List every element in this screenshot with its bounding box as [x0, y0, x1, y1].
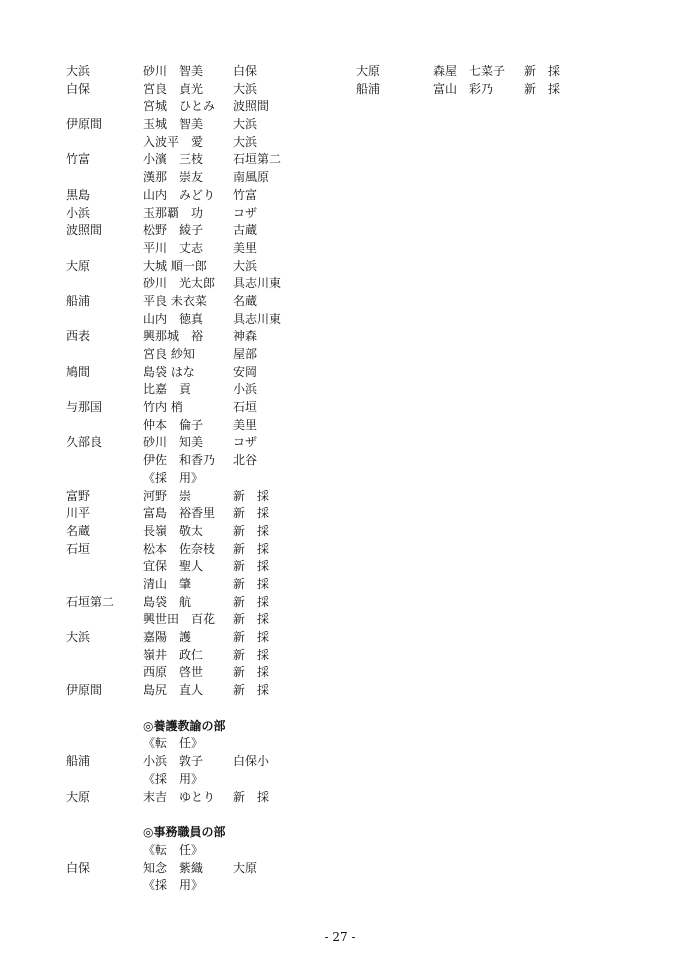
- school-name: 伊原間: [66, 117, 103, 132]
- school-name: 西表: [66, 329, 91, 344]
- origin-school: 安岡: [233, 364, 258, 379]
- origin-school: 石垣: [233, 400, 258, 415]
- origin-school: 白保小: [233, 754, 270, 769]
- school-name: 大浜: [66, 630, 91, 644]
- person-name: 大城 順一郎: [143, 258, 207, 273]
- person-name: 島袋 はな: [143, 364, 195, 379]
- origin-school: 大浜: [233, 258, 258, 273]
- person-name: 山内 みどり: [143, 187, 216, 202]
- school-name: 伊原間: [66, 683, 103, 698]
- origin-school: 新 採: [233, 523, 270, 538]
- origin-school: 屋部: [233, 347, 258, 361]
- origin-school: コザ: [233, 435, 258, 450]
- section-heading-text: ◎事務職員の部: [143, 825, 226, 840]
- origin-school: 美里: [233, 240, 258, 255]
- page-number: - 27 -: [324, 930, 356, 944]
- person-name: 嶺井 政仁: [143, 647, 204, 662]
- origin-school: 新 採: [233, 630, 270, 644]
- person-name: 宮城 ひとみ: [143, 99, 216, 114]
- origin-school: 石垣第二: [233, 152, 282, 167]
- origin-school: 大原: [233, 860, 258, 875]
- origin-school: 新 採: [233, 665, 270, 680]
- school-name: 船浦: [66, 293, 91, 308]
- person-name: 仲本 倫子: [143, 417, 204, 432]
- person-name: 富島 裕香里: [143, 506, 216, 521]
- person-name: 島袋 航: [143, 594, 192, 609]
- school-name: 鳩間: [66, 364, 91, 379]
- person-name: 《転 任》: [143, 736, 204, 751]
- school-name: 富野: [66, 488, 91, 503]
- person-name: 知念 紫織: [143, 860, 204, 875]
- origin-school: 新 採: [233, 683, 270, 698]
- person-name: 入波平 愛: [143, 134, 204, 149]
- school-name: 白保: [66, 860, 91, 875]
- origin-school: 新 採: [233, 506, 270, 521]
- school-name: 大原: [356, 64, 381, 78]
- origin-school: 大浜: [233, 117, 258, 132]
- person-name: 末吉 ゆとり: [143, 789, 216, 804]
- origin-school: 竹富: [233, 187, 258, 202]
- school-name: 石垣: [66, 541, 91, 556]
- person-name: 竹内 梢: [143, 400, 183, 415]
- person-name: 島尻 直人: [143, 683, 204, 698]
- origin-school: 具志川東: [233, 311, 282, 326]
- origin-school: 新 採: [233, 612, 270, 627]
- origin-school: 南風原: [233, 170, 270, 185]
- school-name: 白保: [66, 81, 91, 96]
- school-name: 波照間: [66, 223, 103, 238]
- person-name: 河野 崇: [143, 488, 192, 503]
- origin-school: 新 採: [233, 789, 270, 804]
- school-name: 船浦: [66, 754, 91, 769]
- person-name: 嘉陽 護: [143, 630, 192, 644]
- person-name: 富山 彩乃: [433, 81, 494, 96]
- origin-school: 新 採: [524, 81, 561, 96]
- origin-school: 北谷: [233, 453, 258, 468]
- school-name: 大原: [66, 258, 91, 273]
- origin-school: 具志川東: [233, 276, 282, 291]
- person-name: 《転 任》: [143, 842, 204, 857]
- person-name: 平良 未衣菜: [143, 293, 207, 308]
- person-name: 森屋 七菜子: [433, 64, 506, 78]
- person-name: 西原 啓世: [143, 665, 204, 680]
- person-name: 伊佐 和香乃: [143, 453, 216, 468]
- origin-school: 新 採: [233, 488, 270, 503]
- origin-school: 新 採: [233, 594, 270, 609]
- origin-school: 古蔵: [233, 223, 258, 238]
- section-heading-text: ◎養護教諭の部: [143, 718, 226, 733]
- person-name: 比嘉 貢: [143, 382, 192, 397]
- school-name: 与那国: [66, 400, 103, 415]
- person-name: 松野 綾子: [143, 223, 204, 238]
- person-name: 清山 肇: [143, 576, 192, 591]
- origin-school: 美里: [233, 417, 258, 432]
- school-name: 名蔵: [66, 523, 91, 538]
- origin-school: 新 採: [524, 64, 561, 78]
- person-name: 興世田 百花: [143, 612, 216, 627]
- origin-school: 新 採: [233, 647, 270, 662]
- school-name: 久部良: [66, 435, 103, 450]
- person-name: 小濱 三枝: [143, 152, 204, 167]
- person-name: 宜保 聖人: [143, 559, 204, 574]
- school-name: 大浜: [66, 64, 91, 78]
- person-name: 宮良 貞光: [143, 81, 204, 96]
- origin-school: 白保: [233, 64, 258, 78]
- origin-school: 大浜: [233, 81, 258, 96]
- person-name: 宮良 紗知: [143, 347, 195, 361]
- school-name: 大原: [66, 789, 91, 804]
- person-name: 小浜 敦子: [143, 754, 204, 769]
- person-name: 平川 丈志: [143, 240, 204, 255]
- person-name: 玉那覇 功: [143, 205, 204, 220]
- person-name: 砂川 光太郎: [143, 276, 216, 291]
- school-name: 石垣第二: [66, 594, 115, 609]
- school-name: 船浦: [356, 81, 381, 96]
- person-name: 山内 徳真: [143, 311, 204, 326]
- person-name: 砂川 知美: [143, 435, 204, 450]
- person-name: 《採 用》: [143, 878, 204, 893]
- origin-school: 新 採: [233, 541, 270, 556]
- school-name: 黒島: [66, 187, 91, 202]
- person-name: 漢那 崇友: [143, 170, 204, 185]
- origin-school: 波照間: [233, 99, 270, 114]
- origin-school: 新 採: [233, 576, 270, 591]
- person-name: 長嶺 敬太: [143, 523, 204, 538]
- school-name: 竹富: [66, 152, 91, 167]
- person-name: 《採 用》: [143, 470, 204, 485]
- origin-school: コザ: [233, 205, 258, 220]
- person-name: 《採 用》: [143, 771, 204, 786]
- origin-school: 新 採: [233, 559, 270, 574]
- person-name: 砂川 智美: [143, 64, 204, 78]
- school-name: 小浜: [66, 205, 91, 220]
- origin-school: 大浜: [233, 134, 258, 149]
- person-name: 松本 佐奈枝: [143, 541, 216, 556]
- origin-school: 小浜: [233, 382, 258, 397]
- person-name: 玉城 智美: [143, 117, 204, 132]
- origin-school: 名蔵: [233, 293, 258, 308]
- school-name: 川平: [66, 506, 91, 521]
- origin-school: 神森: [233, 329, 258, 344]
- person-name: 興那城 裕: [143, 329, 204, 344]
